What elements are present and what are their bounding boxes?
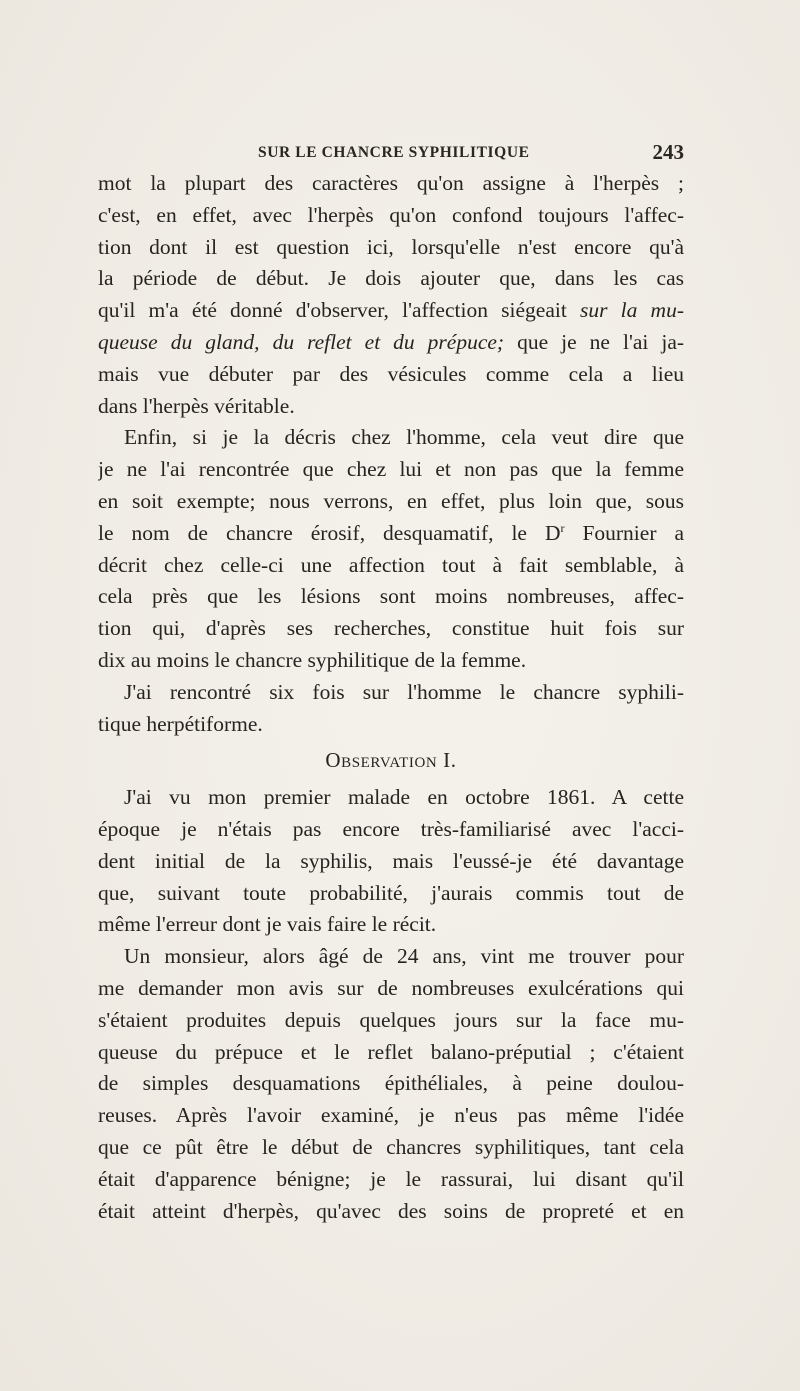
paragraph (98, 677, 684, 741)
text-line: était d'apparence bénigne; je le rassurai, lui disant qu'il (98, 1166, 684, 1191)
text-line: J'ai rencontré six fois sur l'homme le chancre syphili- (124, 679, 684, 704)
page-header (98, 140, 684, 166)
body-text (98, 168, 684, 1227)
text-line: de simples desquamations épithéliales, à peine doulou- (98, 1071, 684, 1096)
text-segment: Fournier a (582, 520, 684, 545)
text-line: que ce pût être le début de chancres syphilitiques, tant cela (98, 1134, 684, 1159)
text-line: c'est, en effet, avec l'herpès qu'on confond toujours l'affec- (98, 202, 684, 227)
text-line: époque je n'étais pas encore très-familiarisé avec l'acci- (98, 816, 684, 841)
text-line: mot la plupart des caractères qu'on assigne à l'herpès ; (98, 171, 684, 195)
page-number: 243 (652, 140, 684, 164)
text-line: dix au moins le chancre syphilitique de la femme. (98, 647, 527, 672)
text-line (98, 327, 684, 359)
text-line: même l'erreur dont je vais faire le récit. (98, 912, 437, 937)
text-line: décrit chez celle-ci une affection tout à fait semblable, à (98, 552, 684, 577)
running-head: SUR LE CHANCRE SYPHILITIQUE (258, 144, 530, 161)
observation-heading: Observation I. (325, 748, 457, 773)
text-line: je ne l'ai rencontrée que chez lui et non pas que la femme (98, 457, 684, 482)
paragraph (98, 941, 684, 1227)
text-line: mais vue débuter par des vésicules comme cela a lieu (98, 361, 684, 386)
text-line: tion qui, d'après ses recherches, constitue huit fois sur (98, 616, 684, 641)
italic-segment: sur la mu- (580, 298, 684, 323)
text-segment: que je ne l'ai ja- (517, 329, 684, 354)
text-line: reuses. Après l'avoir examiné, je n'eus pas même l'idée (98, 1103, 684, 1128)
italic-segment: queuse du gland, du reflet et du prépuce; (98, 329, 505, 354)
text-line: Un monsieur, alors âgé de 24 ans, vint me trouver pour (124, 944, 684, 969)
text-line: tique herpétiforme. (98, 711, 263, 736)
text-segment: qu'il m'a été donné d'observer, l'affection siégeait (98, 298, 567, 323)
text-line: Enfin, si je la décris chez l'homme, cela veut dire que (124, 425, 684, 450)
text-line (98, 518, 684, 550)
text-line: queuse du prépuce et le reflet balano-préputial ; c'étaient (98, 1039, 684, 1064)
text-line: que, suivant toute probabilité, j'aurais commis tout de (98, 880, 684, 905)
text-line (98, 295, 684, 327)
text-line: dans l'herpès véritable. (98, 393, 295, 418)
text-line: s'étaient produites depuis quelques jours sur la face mu- (98, 1007, 684, 1032)
text-line: cela près que les lésions sont moins nombreuses, affec- (98, 584, 684, 609)
superscript: r (560, 520, 565, 535)
text-line: la période de début. Je dois ajouter que, dans les cas (98, 266, 684, 291)
text-line: en soit exempte; nous verrons, en effet, plus loin que, sous (98, 488, 684, 513)
text-line: dent initial de la syphilis, mais l'eussé-je été davantage (98, 848, 684, 873)
paragraph (98, 168, 684, 422)
text-line: tion dont il est question ici, lorsqu'elle n'est encore qu'à (98, 234, 684, 259)
text-line: J'ai vu mon premier malade en octobre 1861. A cette (124, 785, 684, 810)
paragraph (98, 782, 684, 941)
text-segment: le nom de chancre érosif, desquamatif, le D (98, 520, 561, 545)
text-line: me demander mon avis sur de nombreuses exulcérations qui (98, 975, 684, 1000)
paragraph (98, 422, 684, 676)
text-line: était atteint d'herpès, qu'avec des soins de propreté et en (98, 1198, 684, 1223)
